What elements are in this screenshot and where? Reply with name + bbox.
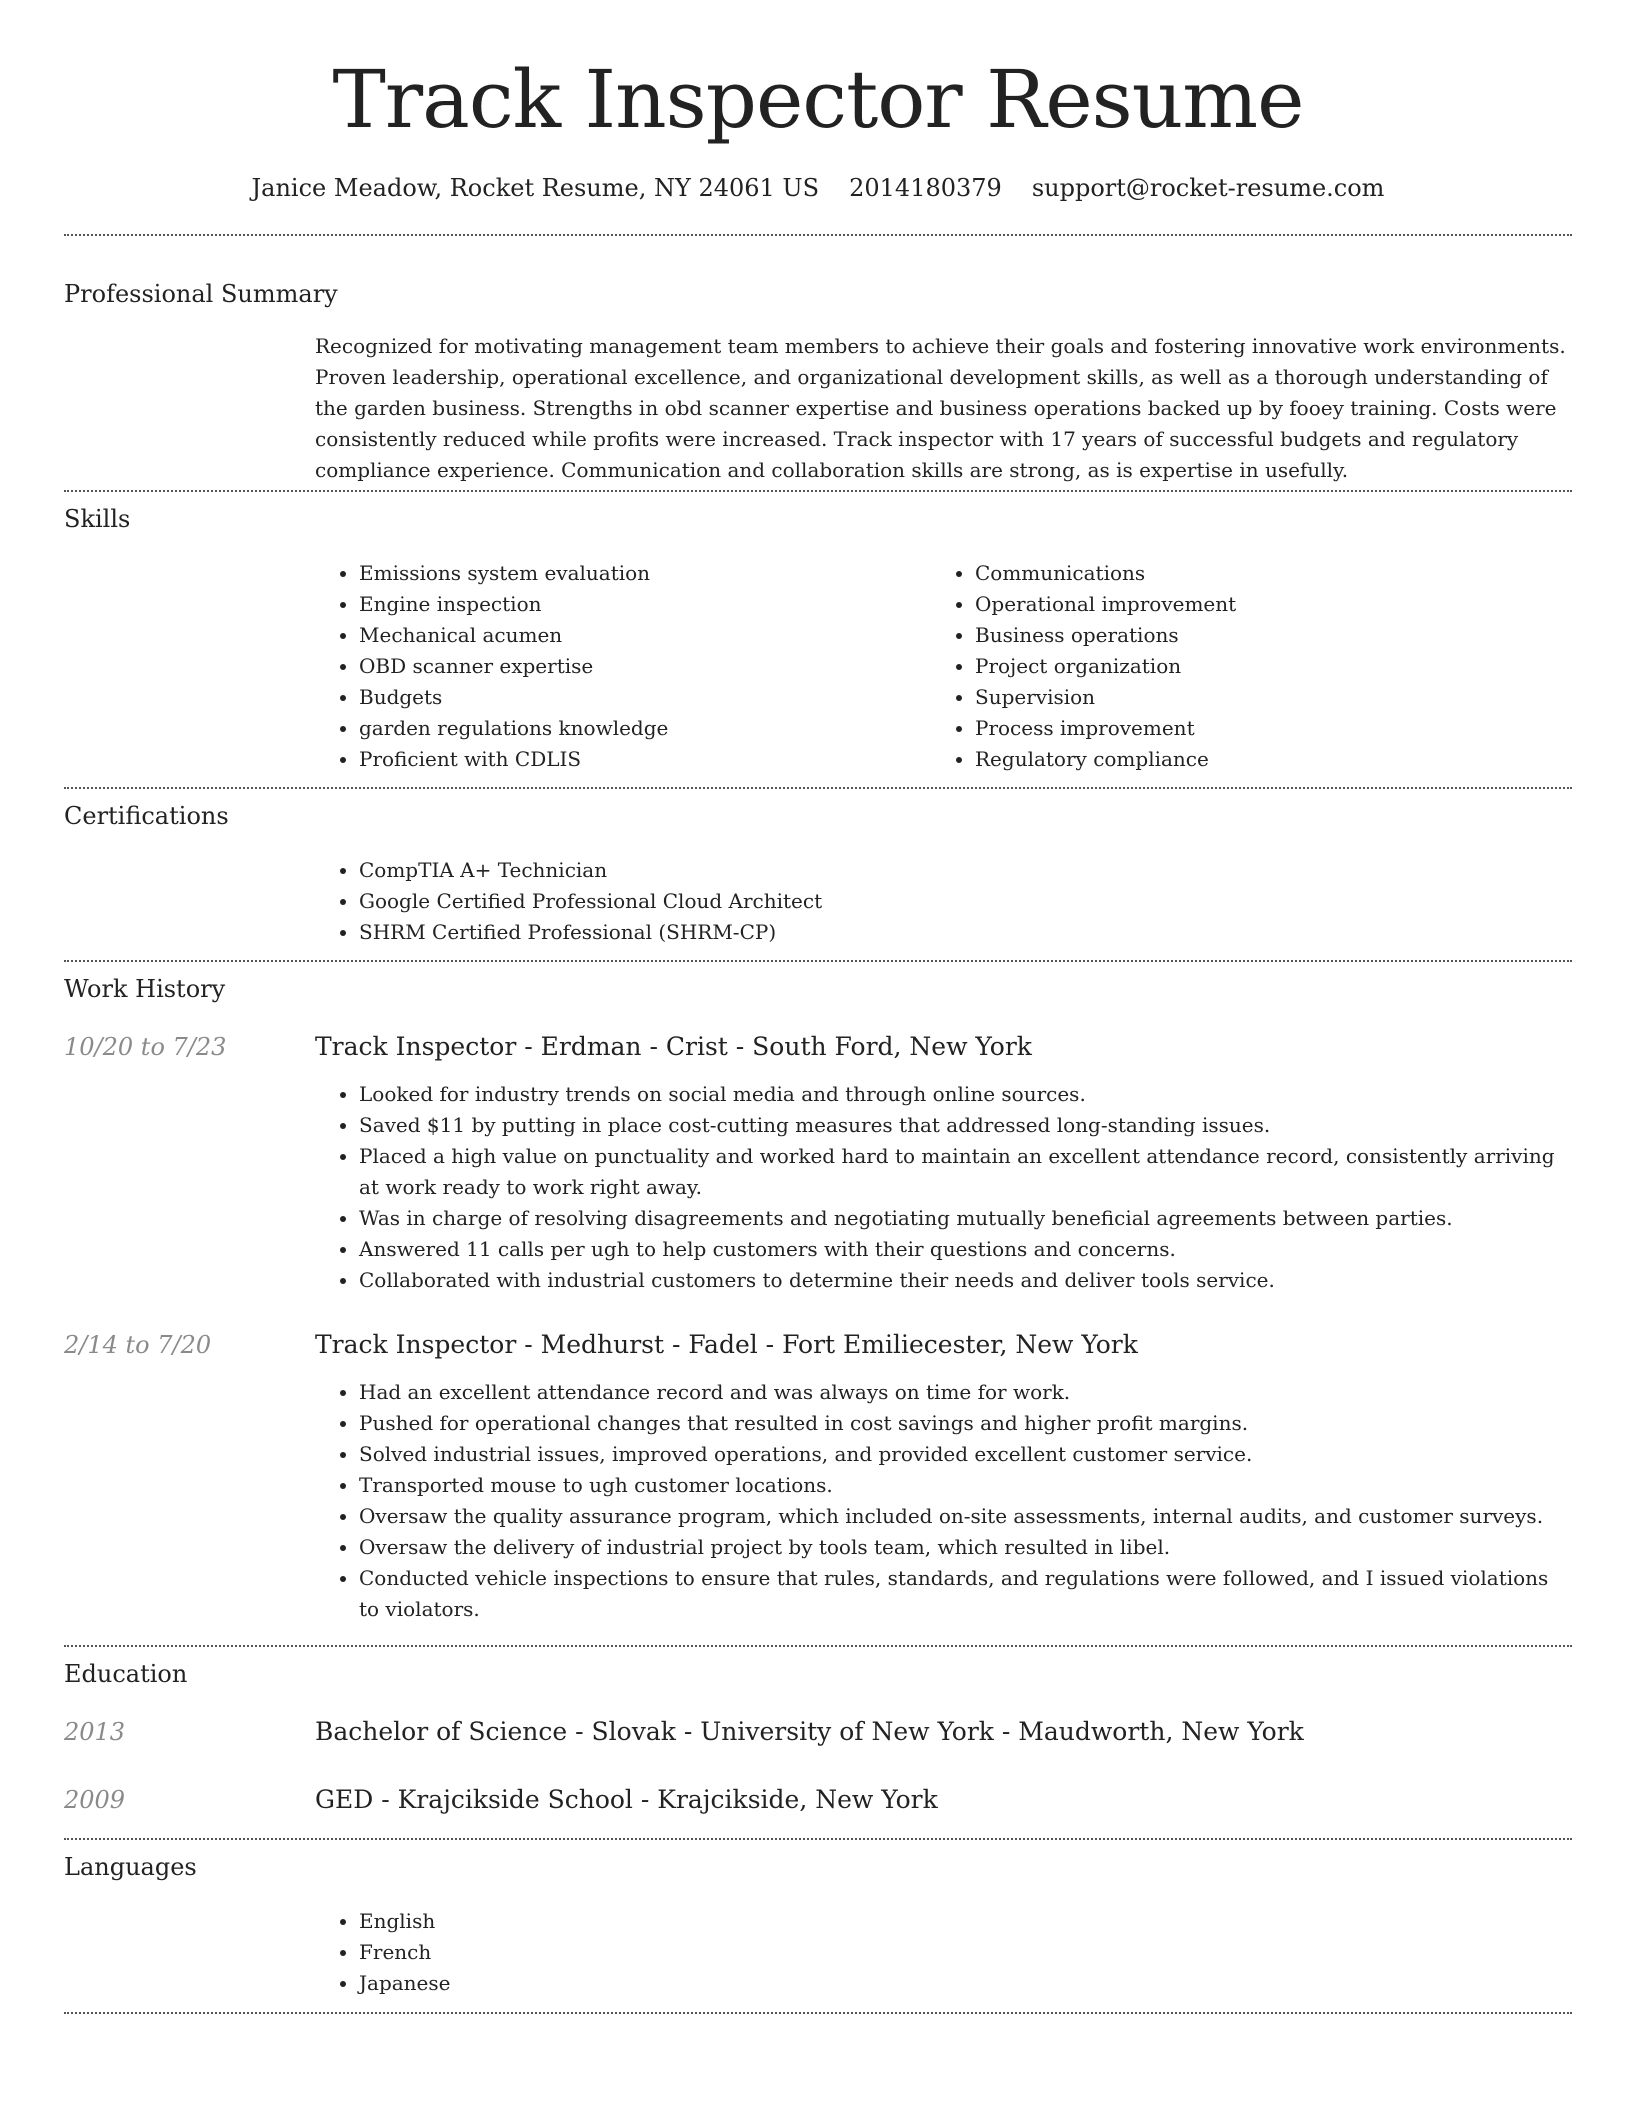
language-item: • English [359,1906,1572,1937]
contact-phone: 2014180379 [849,174,1002,202]
summary-text: Recognized for motivating management team members to achieve their goals and fostering innovative work environments. Proven leadership, operational excellence, and organizational development skills, as well as a thorough understanding of the garden business. Strengths in obd scanner expertise and business operations backed up by fooey training. Costs were consistently reduced while profits were increased. Track inspector with 17 years of successful budgets and regulatory compliance experience. Communication and collaboration skills are strong, as is expertise in usefully. [315,334,1566,482]
skill-item: • Emissions system evaluation [359,558,931,589]
section-divider [64,787,1572,789]
job-bullet: • Transported mouse to ugh customer locations. [359,1470,1572,1501]
job-dates: 2/14 to 7/20 [64,1331,212,1359]
job-entry [64,1031,1572,1063]
certification-item: • CompTIA A+ Technician [359,855,1572,886]
section-divider [64,1838,1572,1840]
section-divider [64,490,1572,492]
job-bullet: • Answered 11 calls per ugh to help customers with their questions and concerns. [359,1234,1572,1265]
language-item: • French [359,1937,1572,1968]
section-title-skills: Skills [64,505,131,533]
skill-item: • Operational improvement [975,589,1572,620]
skill-item: • Regulatory compliance [975,744,1572,775]
job-title: Track Inspector - Medhurst - Fadel - Fort Emiliecester, New York [315,1330,1138,1359]
section-title-languages: Languages [64,1853,197,1881]
job-bullet: • Collaborated with industrial customers to determine their needs and deliver tools service. [359,1265,1572,1296]
skills-column-right [931,558,1572,775]
resume-title: Track Inspector Resume [332,53,1304,146]
contact-email: support@rocket-resume.com [1031,174,1385,202]
languages-list [315,1906,1572,1999]
skill-item: • OBD scanner expertise [359,651,931,682]
job-bullet: • Saved $11 by putting in place cost-cutting measures that addressed long-standing issues. [359,1110,1572,1141]
skills-column-left [315,558,931,775]
job-bullet: • Conducted vehicle inspections to ensure that rules, standards, and regulations were followed, and I issued violations to violators. [359,1563,1572,1625]
certifications-list [315,855,1572,948]
job-bullet: • Oversaw the delivery of industrial project by tools team, which resulted in libel. [359,1532,1572,1563]
education-title: Bachelor of Science - Slovak - University of New York - Maudworth, New York [315,1717,1304,1746]
skill-item: • Business operations [975,620,1572,651]
skill-item: • Project organization [975,651,1572,682]
section-title-certifications: Certifications [64,802,229,830]
job-dates: 10/20 to 7/23 [64,1033,227,1061]
skill-item: • Mechanical acumen [359,620,931,651]
skill-item: • Communications [975,558,1572,589]
skill-item: • Budgets [359,682,931,713]
contact-address: Janice Meadow, Rocket Resume, NY 24061 US [251,174,820,202]
certification-item: • SHRM Certified Professional (SHRM-CP) [359,917,1572,948]
resume-page [64,0,1572,2014]
job-bullet: • Was in charge of resolving disagreements and negotiating mutually beneficial agreements between parties. [359,1203,1572,1234]
education-entry [64,1784,1572,1816]
job-bullet: • Solved industrial issues, improved operations, and provided excellent customer service. [359,1439,1572,1470]
skill-item: • Proficient with CDLIS [359,744,931,775]
job-bullets [315,1377,1572,1625]
section-title-work-history: Work History [64,975,226,1003]
job-bullet: • Oversaw the quality assurance program, which included on-site assessments, internal audits, and customer surveys. [359,1501,1572,1532]
job-bullets [315,1079,1572,1296]
section-title-summary: Professional Summary [64,280,338,308]
contact-line [64,172,1572,204]
job-bullet: • Pushed for operational changes that resulted in cost savings and higher profit margins. [359,1408,1572,1439]
section-title-education: Education [64,1660,188,1688]
language-item: • Japanese [359,1968,1572,1999]
section-divider [64,960,1572,962]
job-bullet: • Looked for industry trends on social media and through online sources. [359,1079,1572,1110]
skill-item: • Supervision [975,682,1572,713]
section-divider [64,234,1572,236]
skill-item: • Process improvement [975,713,1572,744]
job-bullet: • Had an excellent attendance record and was always on time for work. [359,1377,1572,1408]
job-title: Track Inspector - Erdman - Crist - South Ford, New York [315,1032,1032,1061]
job-entry [64,1329,1572,1361]
education-title: GED - Krajcikside School - Krajcikside, New York [315,1785,938,1814]
section-divider [64,1645,1572,1647]
education-entry [64,1716,1572,1748]
education-year: 2009 [64,1786,126,1814]
certification-item: • Google Certified Professional Cloud Architect [359,886,1572,917]
skill-item: • garden regulations knowledge [359,713,931,744]
skills-list [315,558,1572,775]
job-bullet: • Placed a high value on punctuality and worked hard to maintain an excellent attendance record, consistently arriving at work ready to work right away. [359,1141,1572,1203]
section-divider [64,2012,1572,2014]
education-year: 2013 [64,1718,126,1746]
skill-item: • Engine inspection [359,589,931,620]
